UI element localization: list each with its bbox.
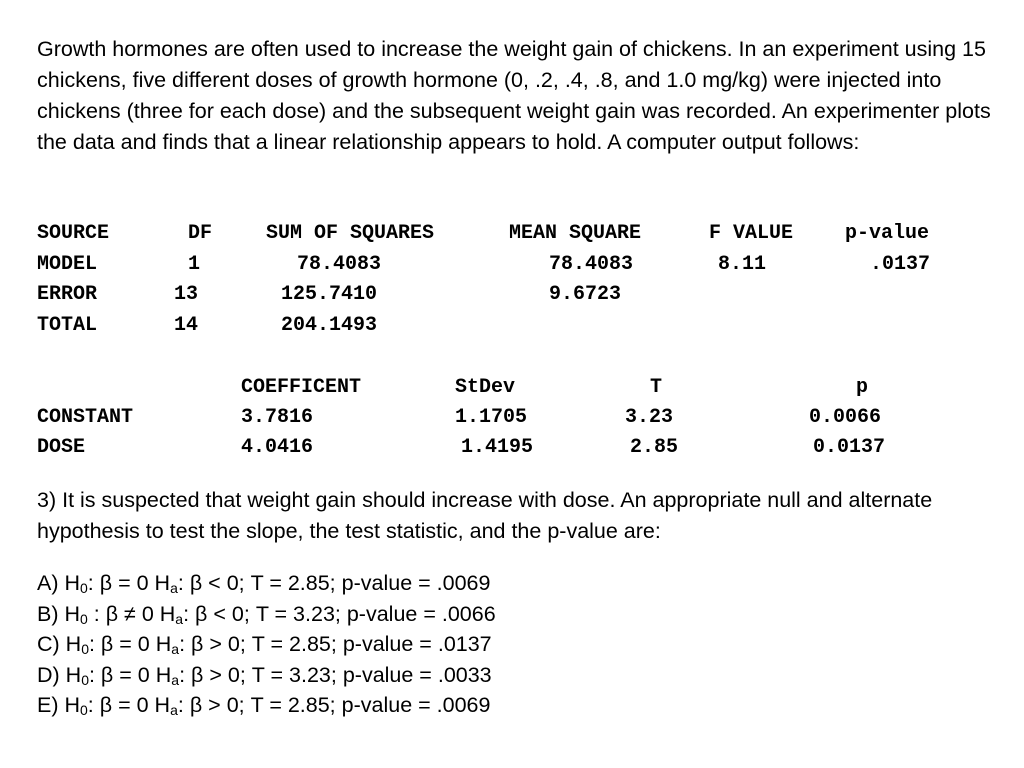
option-e-sub0: 0 — [80, 702, 88, 718]
dose-name: DOSE — [37, 436, 86, 459]
anova-header-f: F VALUE — [709, 222, 794, 245]
anova-header-source: SOURCE — [37, 222, 110, 245]
option-c-suba: a — [171, 641, 180, 657]
anova-header-ss: SUM OF SQUARES — [266, 222, 435, 245]
option-a-suba: a — [170, 580, 178, 596]
answer-options — [37, 568, 496, 721]
anova-header-df: DF — [188, 222, 213, 245]
option-a[interactable] — [37, 568, 496, 599]
intro-paragraph: Growth hormones are often used to increase the weight gain of chickens. In an experiment using 15 chickens, five different doses of growth hormone (0, .2, .4, .8, and 1.0 mg/kg) were injected into chickens (three for each dose) and the subsequent weight gain was recorded. An experimenter plots the data and finds that a linear relationship appears to hold. A computer output follows: — [37, 37, 991, 154]
option-d-label: D) H — [37, 662, 82, 687]
option-d-alt: : β > 0; T = 3.23; p-value = .0033 — [179, 662, 492, 687]
constant-t: 3.23 — [625, 406, 674, 429]
constant-name: CONSTANT — [37, 406, 134, 429]
model-df: 1 — [188, 253, 201, 276]
option-d-null: : β = 0 H — [88, 662, 172, 687]
model-f: 8.11 — [718, 253, 767, 276]
option-b-label: B) H — [37, 601, 80, 626]
model-ss: 78.4083 — [297, 253, 382, 276]
option-b-suba: a — [175, 610, 184, 627]
constant-stdev: 1.1705 — [455, 406, 528, 429]
model-source: MODEL — [37, 253, 98, 276]
dose-p: 0.0137 — [813, 436, 886, 459]
option-c-label: C) H — [37, 632, 82, 656]
option-d-sub0: 0 — [81, 671, 89, 688]
total-df: 14 — [174, 314, 199, 337]
option-e-alt: : β > 0; T = 2.85; p-value = .0069 — [177, 693, 491, 717]
error-source: ERROR — [37, 283, 98, 306]
constant-p: 0.0066 — [809, 406, 882, 429]
option-b-alt: : β < 0; T = 3.23; p-value = .0066 — [183, 601, 496, 626]
option-b[interactable] — [37, 599, 496, 630]
option-a-sub0: 0 — [80, 580, 88, 596]
option-b-sub0: 0 — [80, 610, 88, 627]
coef-header-coef: COEFFICENT — [241, 376, 362, 399]
option-d[interactable] — [37, 660, 496, 691]
coef-header-p: p — [856, 376, 869, 399]
option-e[interactable] — [37, 690, 496, 721]
coef-header-t: T — [650, 376, 663, 399]
option-e-label: E) H — [37, 693, 80, 717]
option-c-alt: : β > 0; T = 2.85; p-value = .0137 — [179, 632, 492, 656]
dose-t: 2.85 — [630, 436, 679, 459]
error-ss: 125.7410 — [281, 283, 378, 306]
question-text: 3) It is suspected that weight gain should increase with dose. An appropriate null and alternate hypothesis to test the slope, the test statistic, and the p-value are: — [37, 488, 933, 543]
option-c-null: : β = 0 H — [88, 632, 172, 656]
error-ms: 9.6723 — [549, 283, 622, 306]
option-b-null: : β ≠ 0 H — [87, 601, 176, 626]
error-df: 13 — [174, 283, 199, 306]
option-a-label: A) H — [37, 571, 80, 595]
total-source: TOTAL — [37, 314, 98, 337]
option-c-sub0: 0 — [81, 641, 89, 657]
dose-stdev: 1.4195 — [461, 436, 534, 459]
option-c[interactable] — [37, 629, 496, 660]
anova-header-p: p-value — [845, 222, 930, 245]
model-ms: 78.4083 — [549, 253, 634, 276]
anova-header-ms: MEAN SQUARE — [509, 222, 642, 245]
total-ss: 204.1493 — [281, 314, 378, 337]
option-e-suba: a — [170, 702, 178, 718]
coef-header-stdev: StDev — [455, 376, 516, 399]
option-e-null: : β = 0 H — [87, 693, 171, 717]
model-p: .0137 — [870, 253, 931, 276]
option-a-alt: : β < 0; T = 2.85; p-value = .0069 — [177, 571, 491, 595]
constant-coef: 3.7816 — [241, 406, 314, 429]
option-d-suba: a — [171, 671, 180, 688]
option-a-null: : β = 0 H — [87, 571, 171, 595]
dose-coef: 4.0416 — [241, 436, 314, 459]
